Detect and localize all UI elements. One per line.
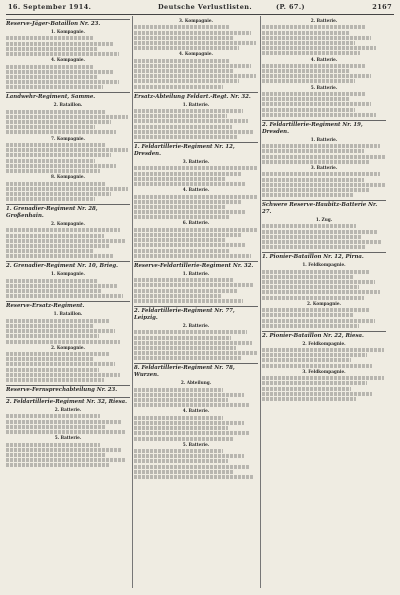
subunit-heading: 2. Batterie. <box>54 407 82 413</box>
casualty-entry-illegible <box>6 164 116 168</box>
casualty-entry-illegible <box>134 454 244 458</box>
unit-section <box>6 261 130 298</box>
casualty-entry-illegible <box>262 235 361 239</box>
casualty-entry-illegible <box>6 85 103 89</box>
casualty-entry-illegible <box>134 403 249 407</box>
casualty-entry-illegible <box>262 51 360 55</box>
casualty-entry-illegible <box>262 230 377 234</box>
casualty-entry-illegible <box>262 92 366 96</box>
casualty-entry-illegible <box>6 414 100 418</box>
subunit-heading: 3. Kompagnie. <box>179 18 213 23</box>
casualty-entry-illegible <box>262 69 350 73</box>
casualty-entry-illegible <box>6 159 95 163</box>
casualty-entry-illegible <box>262 46 376 50</box>
column-divider <box>260 16 261 588</box>
unit-section <box>134 306 258 360</box>
unit-heading: 2. Grenadier-Regiment Nr. 10, Brieg. <box>6 261 130 270</box>
casualty-entry-illegible <box>134 79 239 83</box>
casualty-entry-illegible <box>134 393 244 397</box>
subunit-heading: 7. Kompagnie. <box>51 135 85 141</box>
casualty-entry-illegible <box>134 388 223 392</box>
unit-heading: 1. Feldartillerie-Regiment Nr. 12, Dresden. <box>134 142 258 158</box>
unit-heading: Reserve-Fernsprechabteilung Nr. 23. <box>6 385 130 394</box>
casualty-entry-illegible <box>134 200 241 204</box>
unit-section <box>262 331 386 401</box>
casualty-entry-illegible <box>6 234 104 238</box>
casualty-entry-illegible <box>134 205 225 209</box>
casualty-entry-illegible <box>262 188 369 192</box>
casualty-entry-illegible <box>6 329 115 333</box>
subunit-heading: 2. Batterie. <box>182 322 210 328</box>
subunit-heading: 6. Batterie. <box>182 220 210 226</box>
subunit-heading: 8. Kompagnie. <box>51 174 85 180</box>
casualty-entry-illegible <box>6 425 105 429</box>
casualty-entry-illegible <box>262 160 369 164</box>
subunit-heading: 1. Batterie. <box>310 136 338 142</box>
casualty-entry-illegible <box>134 431 249 435</box>
subunit-heading: 5. Batterie. <box>54 435 82 441</box>
casualty-entry-illegible <box>134 459 228 463</box>
casualty-entry-illegible <box>6 65 93 69</box>
casualty-entry-illegible <box>134 426 228 430</box>
casualty-entry-illegible <box>6 357 94 361</box>
casualty-entry-illegible <box>134 330 247 334</box>
casualty-entry-illegible <box>262 280 375 284</box>
unit-section <box>262 18 386 117</box>
subunit-heading: 1. Bataillon. <box>53 311 83 317</box>
casualty-entry-illegible <box>6 192 111 196</box>
casualty-entry-illegible <box>6 368 99 372</box>
casualty-entry-illegible <box>262 97 350 101</box>
casualty-entry-illegible <box>262 149 364 153</box>
unit-section <box>134 363 258 479</box>
casualty-entry-illegible <box>134 46 239 50</box>
casualty-entry-illegible <box>6 75 98 79</box>
column-3 <box>262 17 386 587</box>
casualty-entry-illegible <box>262 308 370 312</box>
casualty-entry-illegible <box>134 109 243 113</box>
subunit-heading: 4. Kompagnie. <box>51 57 85 63</box>
casualty-entry-illegible <box>262 79 355 83</box>
casualty-entry-illegible <box>262 108 355 112</box>
casualty-entry-illegible <box>134 249 229 253</box>
subunit-heading: 2. Kompagnie. <box>307 300 341 306</box>
casualty-entry-illegible <box>262 319 375 323</box>
casualty-entry-illegible <box>134 437 233 441</box>
casualty-entry-illegible <box>134 74 256 78</box>
subunit-heading: 3. Batterie. <box>310 164 338 170</box>
casualty-entry-illegible <box>134 177 225 181</box>
casualty-entry-illegible <box>134 341 252 345</box>
casualty-entry-illegible <box>134 416 223 420</box>
casualty-entry-illegible <box>6 182 106 186</box>
casualty-entry-illegible <box>262 183 385 187</box>
casualty-entry-illegible <box>6 187 128 191</box>
unit-heading: 2. Feldartillerie-Regiment Nr. 32, Riesa. <box>6 397 130 406</box>
subunit-heading: 4. Batterie. <box>182 187 210 193</box>
casualty-entry-illegible <box>6 70 114 74</box>
casualty-entry-illegible <box>6 279 97 283</box>
casualty-entry-illegible <box>134 398 228 402</box>
casualty-entry-illegible <box>6 148 128 152</box>
casualty-entry-illegible <box>134 59 229 63</box>
unit-section <box>6 397 130 467</box>
unit-section <box>6 385 130 394</box>
unit-heading: Reserve-Jäger-Bataillon Nr. 23. <box>6 19 130 28</box>
casualty-entry-illegible <box>6 80 119 84</box>
header-date: 16. September 1914. <box>8 3 92 11</box>
casualty-entry-illegible <box>6 373 120 377</box>
subunit-heading: 1. Zug. <box>315 217 333 223</box>
unit-section <box>262 252 386 327</box>
casualty-entry-illegible <box>134 195 257 199</box>
casualty-entry-illegible <box>6 420 121 424</box>
unit-heading: 1. Grenadier-Regiment Nr. 28, Großenhain. <box>6 204 130 220</box>
unit-heading: Reserve-Feldartillerie-Regiment Nr. 32. <box>134 261 258 270</box>
casualty-entry-illegible <box>6 289 101 293</box>
unit-heading: 2. Feldartillerie-Regiment Nr. 19, Dresden. <box>262 120 386 136</box>
casualty-entry-illegible <box>134 465 249 469</box>
column-2 <box>134 17 258 587</box>
casualty-entry-illegible <box>262 348 384 352</box>
casualty-entry-illegible <box>6 463 110 467</box>
casualty-entry-illegible <box>134 356 241 360</box>
casualty-entry-illegible <box>262 290 380 294</box>
casualty-entry-illegible <box>134 25 229 29</box>
casualty-entry-illegible <box>262 31 350 35</box>
casualty-entry-illegible <box>262 397 356 401</box>
subunit-heading: 2. Kompagnie. <box>51 221 85 227</box>
casualty-entry-illegible <box>262 155 385 159</box>
casualty-entry-illegible <box>262 270 370 274</box>
casualty-entry-illegible <box>134 228 257 232</box>
casualty-entry-illegible <box>134 41 256 45</box>
header-rule <box>6 14 394 15</box>
casualty-entry-illegible <box>6 197 95 201</box>
casualty-entry-illegible <box>134 210 246 214</box>
unit-section <box>6 301 130 382</box>
casualty-entry-illegible <box>6 36 93 40</box>
unit-section <box>6 19 130 89</box>
casualty-entry-illegible <box>134 346 236 350</box>
casualty-entry-illegible <box>6 169 100 173</box>
unit-heading: 8. Feldartillerie-Regiment Nr. 78, Wurzen. <box>134 363 258 379</box>
casualty-entry-illegible <box>6 284 118 288</box>
casualty-entry-illegible <box>6 110 106 114</box>
casualty-entry-illegible <box>6 294 123 298</box>
casualty-entry-illegible <box>6 239 125 243</box>
casualty-entry-illegible <box>262 364 372 368</box>
subunit-heading: 3. Feldkompagnie. <box>302 368 346 374</box>
casualty-entry-illegible <box>262 41 355 45</box>
casualty-entry-illegible <box>262 193 353 197</box>
casualty-entry-illegible <box>6 125 95 129</box>
unit-section <box>134 261 258 303</box>
casualty-entry-illegible <box>6 153 111 157</box>
unit-heading: 2. Pionier-Bataillon Nr. 22, Riesa. <box>262 331 386 340</box>
casualty-entry-illegible <box>134 233 241 237</box>
casualty-entry-illegible <box>6 430 126 434</box>
casualty-entry-illegible <box>6 52 119 56</box>
subunit-heading: 4. Batterie. <box>182 408 210 414</box>
casualty-entry-illegible <box>262 358 351 362</box>
casualty-entry-illegible <box>134 125 232 129</box>
header-page-number: 2167 <box>372 3 392 11</box>
casualty-entry-illegible <box>134 85 223 89</box>
unit-section <box>6 92 130 201</box>
casualty-entry-illegible <box>262 113 376 117</box>
subunit-heading: 2. Kompagnie. <box>51 344 85 350</box>
casualty-entry-illegible <box>262 178 364 182</box>
casualty-entry-illegible <box>262 224 356 228</box>
casualty-entry-illegible <box>262 387 351 391</box>
header-list-number: (P. 67.) <box>276 3 305 11</box>
casualty-entry-illegible <box>262 25 366 29</box>
subunit-heading: 1. Kompagnie. <box>51 29 85 34</box>
casualty-entry-illegible <box>134 475 254 479</box>
subunit-heading: 5. Batterie. <box>310 84 338 90</box>
subunit-heading: 2. Batterie. <box>310 18 338 23</box>
casualty-entry-illegible <box>262 144 380 148</box>
unit-section <box>262 200 386 249</box>
subunit-heading: 1. Batterie. <box>182 101 210 107</box>
casualty-entry-illegible <box>6 244 109 248</box>
column-1 <box>6 17 130 587</box>
casualty-entry-illegible <box>134 449 223 453</box>
subunit-heading: 5. Batterie. <box>182 441 210 447</box>
casualty-entry-illegible <box>134 119 248 123</box>
casualty-entry-illegible <box>134 64 251 68</box>
casualty-entry-illegible <box>134 254 251 258</box>
subunit-heading: 3. Batterie. <box>182 158 210 164</box>
casualty-entry-illegible <box>6 458 126 462</box>
casualty-entry-illegible <box>262 64 366 68</box>
casualty-entry-illegible <box>6 42 114 46</box>
header-title: Deutsche Verlustlisten. <box>158 3 253 11</box>
casualty-entry-illegible <box>262 353 367 357</box>
casualty-entry-illegible <box>262 376 384 380</box>
casualty-entry-illegible <box>134 31 251 35</box>
unit-section <box>262 120 386 197</box>
casualty-entry-illegible <box>6 340 120 344</box>
casualty-entry-illegible <box>262 381 367 385</box>
subunit-heading: 2. Bataillon. <box>53 102 83 108</box>
casualty-entry-illegible <box>6 448 121 452</box>
casualty-entry-illegible <box>6 115 128 119</box>
casualty-entry-illegible <box>134 114 227 118</box>
casualty-entry-illegible <box>6 319 110 323</box>
casualty-entry-illegible <box>262 172 380 176</box>
casualty-entry-illegible <box>134 172 241 176</box>
casualty-entry-illegible <box>262 392 372 396</box>
casualty-entry-illegible <box>262 275 354 279</box>
casualty-entry-illegible <box>262 313 354 317</box>
casualty-entry-illegible <box>134 421 244 425</box>
unit-heading: 2. Feldartillerie-Regiment Nr. 77, Leipzig. <box>134 306 258 322</box>
subunit-heading: 1. Feldkompagnie. <box>302 262 346 268</box>
casualty-entry-illegible <box>134 69 234 73</box>
casualty-entry-illegible <box>6 120 111 124</box>
unit-section <box>6 204 130 258</box>
casualty-entry-illegible <box>6 334 99 338</box>
casualty-entry-illegible <box>134 299 243 303</box>
casualty-entry-illegible <box>262 324 359 328</box>
casualty-entry-illegible <box>262 74 371 78</box>
casualty-entry-illegible <box>134 182 246 186</box>
casualty-entry-illegible <box>6 47 98 51</box>
unit-section <box>134 18 258 89</box>
casualty-entry-illegible <box>6 378 104 382</box>
casualty-entry-illegible <box>262 102 371 106</box>
casualty-entry-illegible <box>6 249 93 253</box>
casualty-entry-illegible <box>134 215 229 219</box>
casualty-entry-illegible <box>134 283 254 287</box>
subunit-heading: 1. Batterie. <box>182 270 210 276</box>
unit-section <box>134 142 258 258</box>
casualty-entry-illegible <box>134 294 222 298</box>
subunit-heading: 1. Kompagnie. <box>51 271 85 277</box>
casualty-entry-illegible <box>6 443 100 447</box>
casualty-entry-illegible <box>134 243 246 247</box>
casualty-entry-illegible <box>134 238 225 242</box>
casualty-entry-illegible <box>6 362 115 366</box>
unit-heading: Reserve-Ersatz-Regiment. <box>6 301 130 310</box>
casualty-entry-illegible <box>134 36 234 40</box>
casualty-entry-illegible <box>6 453 105 457</box>
subunit-heading: 2. Feldkompagnie. <box>302 340 346 346</box>
subunit-heading: 2. Abteilung. <box>180 380 212 386</box>
casualty-entry-illegible <box>262 36 371 40</box>
casualty-entry-illegible <box>6 130 116 134</box>
unit-heading: Landwehr-Regiment, Samme. <box>6 92 130 101</box>
casualty-entry-illegible <box>134 289 238 293</box>
casualty-entry-illegible <box>6 228 120 232</box>
unit-heading: Schwere Reserve-Haubitz-Batterie Nr. 27. <box>262 200 386 216</box>
casualty-entry-illegible <box>134 278 233 282</box>
unit-section <box>134 92 258 139</box>
casualty-entry-illegible <box>6 143 106 147</box>
casualty-entry-illegible <box>134 336 231 340</box>
casualty-entry-illegible <box>6 352 110 356</box>
unit-heading: Ersatz-Abteilung Feldart.-Regt. Nr. 32. <box>134 92 258 101</box>
casualty-entry-illegible <box>6 254 114 258</box>
casualty-entry-illegible <box>134 470 233 474</box>
subunit-heading: 4. Batterie. <box>310 56 338 62</box>
casualty-entry-illegible <box>134 130 253 134</box>
casualty-entry-illegible <box>134 166 257 170</box>
unit-heading: 1. Pionier-Bataillon Nr. 12, Pirna. <box>262 252 386 261</box>
casualty-entry-illegible <box>6 324 94 328</box>
column-divider <box>132 16 133 588</box>
casualty-entry-illegible <box>262 240 382 244</box>
casualty-entry-illegible <box>262 296 364 300</box>
casualty-entry-illegible <box>134 351 257 355</box>
casualty-entry-illegible <box>262 245 366 249</box>
casualty-entry-illegible <box>134 135 237 139</box>
subunit-heading: 4. Kompagnie. <box>179 51 213 57</box>
casualty-entry-illegible <box>262 285 359 289</box>
